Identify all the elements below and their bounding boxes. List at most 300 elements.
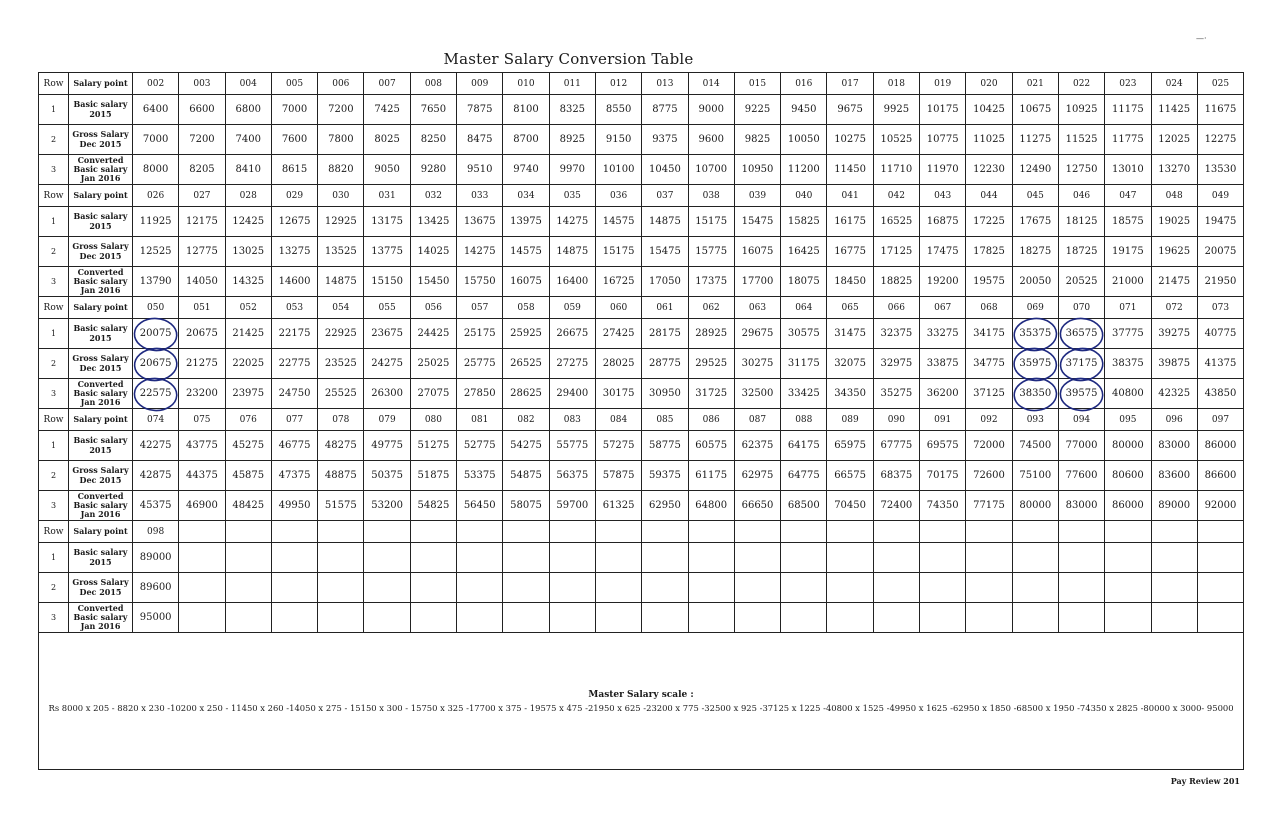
salary-value-cell: 7425 bbox=[364, 95, 410, 125]
salary-value-cell: 35275 bbox=[873, 379, 919, 409]
page-title: Master Salary Conversion Table bbox=[443, 50, 694, 68]
salary-value-cell: 21425 bbox=[225, 319, 271, 349]
salary-scale-row bbox=[39, 633, 1244, 770]
salary-value-cell: 14875 bbox=[642, 207, 688, 237]
salary-value-cell: 11450 bbox=[827, 155, 873, 185]
salary-value-cell: 44375 bbox=[179, 461, 225, 491]
salary-value-cell: 12775 bbox=[179, 237, 225, 267]
salary-value-cell: 13530 bbox=[1197, 155, 1243, 185]
empty-cell bbox=[595, 543, 641, 573]
salary-point-cell: 036 bbox=[595, 185, 641, 207]
salary-value-cell: 12925 bbox=[318, 207, 364, 237]
salary-value-cell: 37175 bbox=[1058, 349, 1104, 379]
salary-point-cell: 002 bbox=[133, 73, 179, 95]
empty-cell bbox=[179, 603, 225, 633]
salary-value-cell: 13270 bbox=[1151, 155, 1197, 185]
table-row bbox=[39, 237, 1244, 267]
salary-value-cell: 18075 bbox=[781, 267, 827, 297]
salary-point-cell: 057 bbox=[457, 297, 503, 319]
salary-value-cell: 12275 bbox=[1197, 125, 1243, 155]
salary-scale-cell bbox=[39, 633, 1244, 770]
table-row bbox=[39, 125, 1244, 155]
salary-value-cell: 6400 bbox=[133, 95, 179, 125]
salary-value-cell: 8550 bbox=[595, 95, 641, 125]
salary-point-cell: 063 bbox=[734, 297, 780, 319]
salary-value-cell: 34175 bbox=[966, 319, 1012, 349]
empty-cell bbox=[1105, 543, 1151, 573]
salary-value-cell: 9925 bbox=[873, 95, 919, 125]
salary-value-cell: 21475 bbox=[1151, 267, 1197, 297]
salary-value-cell: 10700 bbox=[688, 155, 734, 185]
row-number: 3 bbox=[39, 491, 69, 521]
salary-value-cell: 19200 bbox=[920, 267, 966, 297]
salary-value-cell: 19475 bbox=[1197, 207, 1243, 237]
salary-value-cell: 9150 bbox=[595, 125, 641, 155]
salary-value-cell: 64800 bbox=[688, 491, 734, 521]
salary-type-label: Basic salary 2015 bbox=[69, 95, 133, 125]
salary-point-cell: 006 bbox=[318, 73, 364, 95]
empty-cell bbox=[827, 603, 873, 633]
salary-point-cell: 085 bbox=[642, 409, 688, 431]
empty-cell bbox=[1058, 603, 1104, 633]
empty-cell bbox=[364, 521, 410, 543]
salary-value-cell: 42875 bbox=[133, 461, 179, 491]
salary-value-cell: 80000 bbox=[1012, 491, 1058, 521]
salary-point-cell: 066 bbox=[873, 297, 919, 319]
salary-point-cell: 016 bbox=[781, 73, 827, 95]
salary-point-label: Salary point bbox=[69, 521, 133, 543]
salary-value-cell: 10425 bbox=[966, 95, 1012, 125]
salary-value-cell: 25925 bbox=[503, 319, 549, 349]
salary-point-cell: 040 bbox=[781, 185, 827, 207]
empty-cell bbox=[1012, 543, 1058, 573]
salary-value-cell: 19575 bbox=[966, 267, 1012, 297]
salary-value-cell: 19625 bbox=[1151, 237, 1197, 267]
salary-point-cell: 097 bbox=[1197, 409, 1243, 431]
salary-value-cell: 7600 bbox=[271, 125, 317, 155]
salary-value-cell: 13175 bbox=[364, 207, 410, 237]
salary-value-cell: 26675 bbox=[549, 319, 595, 349]
empty-cell bbox=[734, 573, 780, 603]
salary-value-cell: 13275 bbox=[271, 237, 317, 267]
salary-value-cell: 12175 bbox=[179, 207, 225, 237]
empty-cell bbox=[595, 603, 641, 633]
salary-point-cell: 024 bbox=[1151, 73, 1197, 95]
salary-point-cell: 045 bbox=[1012, 185, 1058, 207]
salary-point-cell: 092 bbox=[966, 409, 1012, 431]
empty-cell bbox=[966, 521, 1012, 543]
empty-cell bbox=[1012, 521, 1058, 543]
salary-value-cell: 32375 bbox=[873, 319, 919, 349]
salary-value-cell: 7650 bbox=[410, 95, 456, 125]
salary-value-cell: 59700 bbox=[549, 491, 595, 521]
salary-point-cell: 003 bbox=[179, 73, 225, 95]
salary-value-cell: 62975 bbox=[734, 461, 780, 491]
salary-value-cell: 7200 bbox=[179, 125, 225, 155]
salary-type-label: Gross Salary Dec 2015 bbox=[69, 237, 133, 267]
salary-value-cell: 8820 bbox=[318, 155, 364, 185]
table-row bbox=[39, 491, 1244, 521]
salary-value-cell: 15175 bbox=[688, 207, 734, 237]
empty-cell bbox=[1197, 543, 1243, 573]
empty-cell bbox=[549, 543, 595, 573]
salary-value-cell: 14275 bbox=[457, 237, 503, 267]
salary-value-cell: 15750 bbox=[457, 267, 503, 297]
empty-cell bbox=[781, 603, 827, 633]
empty-cell bbox=[318, 603, 364, 633]
salary-value-cell: 89000 bbox=[1151, 491, 1197, 521]
salary-value-cell: 9510 bbox=[457, 155, 503, 185]
salary-value-cell: 20675 bbox=[179, 319, 225, 349]
empty-cell bbox=[179, 521, 225, 543]
empty-cell bbox=[1058, 543, 1104, 573]
table-row bbox=[39, 431, 1244, 461]
salary-point-cell: 008 bbox=[410, 73, 456, 95]
empty-cell bbox=[734, 603, 780, 633]
salary-point-cell: 089 bbox=[827, 409, 873, 431]
salary-value-cell: 35975 bbox=[1012, 349, 1058, 379]
salary-value-cell: 18125 bbox=[1058, 207, 1104, 237]
row-header: Row bbox=[39, 73, 69, 95]
salary-point-cell: 019 bbox=[920, 73, 966, 95]
empty-cell bbox=[364, 603, 410, 633]
salary-value-cell: 39875 bbox=[1151, 349, 1197, 379]
salary-value-cell: 45275 bbox=[225, 431, 271, 461]
salary-point-cell: 094 bbox=[1058, 409, 1104, 431]
salary-value-cell: 22925 bbox=[318, 319, 364, 349]
empty-cell bbox=[318, 573, 364, 603]
salary-point-cell: 046 bbox=[1058, 185, 1104, 207]
salary-value-cell: 17050 bbox=[642, 267, 688, 297]
salary-value-cell: 24425 bbox=[410, 319, 456, 349]
salary-value-cell: 56450 bbox=[457, 491, 503, 521]
salary-value-cell: 20075 bbox=[1197, 237, 1243, 267]
salary-point-cell: 015 bbox=[734, 73, 780, 95]
empty-cell bbox=[873, 573, 919, 603]
salary-value-cell: 15450 bbox=[410, 267, 456, 297]
salary-value-cell: 66575 bbox=[827, 461, 873, 491]
salary-value-cell: 33425 bbox=[781, 379, 827, 409]
salary-point-cell: 014 bbox=[688, 73, 734, 95]
salary-point-cell: 051 bbox=[179, 297, 225, 319]
salary-point-cell: 013 bbox=[642, 73, 688, 95]
salary-value-cell: 18725 bbox=[1058, 237, 1104, 267]
salary-value-cell: 8325 bbox=[549, 95, 595, 125]
salary-value-cell: 31475 bbox=[827, 319, 873, 349]
salary-value-cell: 18275 bbox=[1012, 237, 1058, 267]
salary-point-cell: 087 bbox=[734, 409, 780, 431]
empty-cell bbox=[781, 521, 827, 543]
salary-value-cell: 8615 bbox=[271, 155, 317, 185]
salary-value-cell: 21000 bbox=[1105, 267, 1151, 297]
salary-value-cell: 83600 bbox=[1151, 461, 1197, 491]
table-row bbox=[39, 379, 1244, 409]
empty-cell bbox=[179, 573, 225, 603]
salary-value-cell: 27425 bbox=[595, 319, 641, 349]
salary-value-cell: 89000 bbox=[133, 543, 179, 573]
salary-point-cell: 082 bbox=[503, 409, 549, 431]
salary-point-cell: 060 bbox=[595, 297, 641, 319]
empty-cell bbox=[410, 603, 456, 633]
salary-point-cell: 093 bbox=[1012, 409, 1058, 431]
salary-point-cell: 029 bbox=[271, 185, 317, 207]
salary-value-cell: 29400 bbox=[549, 379, 595, 409]
salary-value-cell: 15825 bbox=[781, 207, 827, 237]
salary-value-cell: 20075 bbox=[133, 319, 179, 349]
salary-point-cell: 078 bbox=[318, 409, 364, 431]
salary-value-cell: 69575 bbox=[920, 431, 966, 461]
salary-point-cell: 091 bbox=[920, 409, 966, 431]
salary-type-label: Converted Basic salary Jan 2016 bbox=[69, 379, 133, 409]
salary-value-cell: 53375 bbox=[457, 461, 503, 491]
salary-value-cell: 40800 bbox=[1105, 379, 1151, 409]
salary-type-label: Basic salary 2015 bbox=[69, 431, 133, 461]
salary-value-cell: 12675 bbox=[271, 207, 317, 237]
salary-value-cell: 14600 bbox=[271, 267, 317, 297]
salary-value-cell: 32500 bbox=[734, 379, 780, 409]
empty-cell bbox=[642, 603, 688, 633]
empty-cell bbox=[1058, 573, 1104, 603]
salary-value-cell: 57875 bbox=[595, 461, 641, 491]
salary-point-cell: 038 bbox=[688, 185, 734, 207]
salary-value-cell: 22025 bbox=[225, 349, 271, 379]
salary-value-cell: 30175 bbox=[595, 379, 641, 409]
salary-value-cell: 28175 bbox=[642, 319, 688, 349]
salary-value-cell: 7875 bbox=[457, 95, 503, 125]
salary-value-cell: 17375 bbox=[688, 267, 734, 297]
salary-value-cell: 12230 bbox=[966, 155, 1012, 185]
salary-value-cell: 14325 bbox=[225, 267, 271, 297]
salary-value-cell: 45875 bbox=[225, 461, 271, 491]
salary-point-label: Salary point bbox=[69, 409, 133, 431]
salary-point-cell: 020 bbox=[966, 73, 1012, 95]
salary-value-cell: 9600 bbox=[688, 125, 734, 155]
salary-value-cell: 37775 bbox=[1105, 319, 1151, 349]
empty-cell bbox=[920, 603, 966, 633]
salary-point-cell: 072 bbox=[1151, 297, 1197, 319]
salary-value-cell: 86600 bbox=[1197, 461, 1243, 491]
salary-value-cell: 23525 bbox=[318, 349, 364, 379]
empty-cell bbox=[688, 543, 734, 573]
salary-value-cell: 50375 bbox=[364, 461, 410, 491]
salary-value-cell: 8000 bbox=[133, 155, 179, 185]
salary-point-cell: 058 bbox=[503, 297, 549, 319]
empty-cell bbox=[920, 543, 966, 573]
salary-value-cell: 46775 bbox=[271, 431, 317, 461]
empty-cell bbox=[966, 603, 1012, 633]
empty-cell bbox=[966, 573, 1012, 603]
row-number: 1 bbox=[39, 207, 69, 237]
salary-value-cell: 36575 bbox=[1058, 319, 1104, 349]
salary-point-cell: 010 bbox=[503, 73, 549, 95]
salary-value-cell: 9970 bbox=[549, 155, 595, 185]
salary-point-cell: 050 bbox=[133, 297, 179, 319]
salary-value-cell: 83000 bbox=[1151, 431, 1197, 461]
salary-value-cell: 8205 bbox=[179, 155, 225, 185]
salary-point-cell: 081 bbox=[457, 409, 503, 431]
empty-cell bbox=[920, 521, 966, 543]
salary-value-cell: 51575 bbox=[318, 491, 364, 521]
salary-value-cell: 14875 bbox=[318, 267, 364, 297]
salary-value-cell: 9000 bbox=[688, 95, 734, 125]
salary-point-cell: 047 bbox=[1105, 185, 1151, 207]
salary-value-cell: 70450 bbox=[827, 491, 873, 521]
salary-value-cell: 18575 bbox=[1105, 207, 1151, 237]
empty-cell bbox=[827, 543, 873, 573]
salary-scale-text: Rs 8000 x 205 - 8820 x 230 -10200 x 250 - 11450 x 260 -14050 x 275 - 15150 x 300 - 15750 x 325 -17700 x 375 - 19575 x 475 -21950 x 625 -23200 x 775 -32500 x 925 -37125 x 1225 -40800 x 1525 -49950 x 1625 -62950 x 1850 -68500 x 1950 -74350 x 2825 -80000 x 3000- 95000 bbox=[48, 702, 1234, 713]
row-number: 2 bbox=[39, 573, 69, 603]
salary-value-cell: 12025 bbox=[1151, 125, 1197, 155]
salary-value-cell: 10275 bbox=[827, 125, 873, 155]
salary-value-cell: 83000 bbox=[1058, 491, 1104, 521]
salary-value-cell: 49775 bbox=[364, 431, 410, 461]
salary-value-cell: 67775 bbox=[873, 431, 919, 461]
salary-value-cell: 13425 bbox=[410, 207, 456, 237]
salary-point-cell: 088 bbox=[781, 409, 827, 431]
salary-point-cell: 083 bbox=[549, 409, 595, 431]
salary-value-cell: 77000 bbox=[1058, 431, 1104, 461]
salary-value-cell: 34775 bbox=[966, 349, 1012, 379]
salary-value-cell: 13675 bbox=[457, 207, 503, 237]
empty-cell bbox=[225, 521, 271, 543]
empty-cell bbox=[318, 521, 364, 543]
salary-value-cell: 27075 bbox=[410, 379, 456, 409]
salary-point-cell: 033 bbox=[457, 185, 503, 207]
salary-value-cell: 8100 bbox=[503, 95, 549, 125]
empty-cell bbox=[503, 521, 549, 543]
salary-value-cell: 12750 bbox=[1058, 155, 1104, 185]
empty-cell bbox=[225, 543, 271, 573]
salary-point-cell: 041 bbox=[827, 185, 873, 207]
empty-cell bbox=[920, 573, 966, 603]
salary-value-cell: 15150 bbox=[364, 267, 410, 297]
salary-value-cell: 16075 bbox=[503, 267, 549, 297]
salary-value-cell: 33875 bbox=[920, 349, 966, 379]
empty-cell bbox=[734, 521, 780, 543]
salary-point-cell: 076 bbox=[225, 409, 271, 431]
salary-value-cell: 7200 bbox=[318, 95, 364, 125]
salary-type-label: Basic salary 2015 bbox=[69, 319, 133, 349]
empty-cell bbox=[642, 543, 688, 573]
salary-value-cell: 23200 bbox=[179, 379, 225, 409]
salary-value-cell: 38350 bbox=[1012, 379, 1058, 409]
salary-value-cell: 51875 bbox=[410, 461, 456, 491]
salary-value-cell: 17825 bbox=[966, 237, 1012, 267]
salary-value-cell: 74500 bbox=[1012, 431, 1058, 461]
salary-value-cell: 10525 bbox=[873, 125, 919, 155]
table-row bbox=[39, 155, 1244, 185]
salary-value-cell: 21950 bbox=[1197, 267, 1243, 297]
salary-value-cell: 75100 bbox=[1012, 461, 1058, 491]
salary-value-cell: 15775 bbox=[688, 237, 734, 267]
empty-cell bbox=[642, 521, 688, 543]
salary-point-cell: 062 bbox=[688, 297, 734, 319]
salary-value-cell: 26300 bbox=[364, 379, 410, 409]
salary-value-cell: 20050 bbox=[1012, 267, 1058, 297]
empty-cell bbox=[1151, 521, 1197, 543]
salary-value-cell: 9740 bbox=[503, 155, 549, 185]
salary-value-cell: 14275 bbox=[549, 207, 595, 237]
salary-value-cell: 10950 bbox=[734, 155, 780, 185]
empty-cell bbox=[1105, 521, 1151, 543]
salary-value-cell: 13790 bbox=[133, 267, 179, 297]
salary-value-cell: 43850 bbox=[1197, 379, 1243, 409]
salary-point-cell: 007 bbox=[364, 73, 410, 95]
salary-value-cell: 28775 bbox=[642, 349, 688, 379]
row-number: 1 bbox=[39, 95, 69, 125]
empty-cell bbox=[503, 543, 549, 573]
empty-cell bbox=[1151, 603, 1197, 633]
salary-value-cell: 54825 bbox=[410, 491, 456, 521]
salary-value-cell: 68500 bbox=[781, 491, 827, 521]
empty-cell bbox=[688, 573, 734, 603]
salary-value-cell: 34350 bbox=[827, 379, 873, 409]
salary-value-cell: 25525 bbox=[318, 379, 364, 409]
empty-cell bbox=[781, 573, 827, 603]
empty-cell bbox=[688, 603, 734, 633]
salary-point-cell: 077 bbox=[271, 409, 317, 431]
salary-value-cell: 12525 bbox=[133, 237, 179, 267]
salary-point-cell: 086 bbox=[688, 409, 734, 431]
salary-point-cell: 073 bbox=[1197, 297, 1243, 319]
salary-type-label: Basic salary 2015 bbox=[69, 207, 133, 237]
salary-type-label: Converted Basic salary Jan 2016 bbox=[69, 155, 133, 185]
empty-cell bbox=[549, 603, 595, 633]
salary-value-cell: 40775 bbox=[1197, 319, 1243, 349]
salary-value-cell: 89600 bbox=[133, 573, 179, 603]
salary-type-label: Gross Salary Dec 2015 bbox=[69, 125, 133, 155]
salary-point-header-row bbox=[39, 409, 1244, 431]
salary-point-cell: 048 bbox=[1151, 185, 1197, 207]
salary-value-cell: 13010 bbox=[1105, 155, 1151, 185]
salary-value-cell: 19025 bbox=[1151, 207, 1197, 237]
empty-cell bbox=[595, 521, 641, 543]
salary-value-cell: 65975 bbox=[827, 431, 873, 461]
salary-value-cell: 53200 bbox=[364, 491, 410, 521]
salary-value-cell: 25175 bbox=[457, 319, 503, 349]
salary-value-cell: 12425 bbox=[225, 207, 271, 237]
salary-value-cell: 60575 bbox=[688, 431, 734, 461]
empty-cell bbox=[457, 521, 503, 543]
salary-value-cell: 10100 bbox=[595, 155, 641, 185]
empty-cell bbox=[1105, 573, 1151, 603]
salary-value-cell: 11710 bbox=[873, 155, 919, 185]
salary-value-cell: 80600 bbox=[1105, 461, 1151, 491]
empty-cell bbox=[734, 543, 780, 573]
table-row bbox=[39, 207, 1244, 237]
table-row bbox=[39, 349, 1244, 379]
empty-cell bbox=[364, 543, 410, 573]
row-header: Row bbox=[39, 185, 69, 207]
salary-point-cell: 053 bbox=[271, 297, 317, 319]
salary-point-cell: 021 bbox=[1012, 73, 1058, 95]
salary-point-cell: 011 bbox=[549, 73, 595, 95]
empty-cell bbox=[873, 603, 919, 633]
salary-value-cell: 28025 bbox=[595, 349, 641, 379]
salary-value-cell: 11775 bbox=[1105, 125, 1151, 155]
empty-cell bbox=[688, 521, 734, 543]
salary-value-cell: 54275 bbox=[503, 431, 549, 461]
empty-cell bbox=[457, 603, 503, 633]
salary-point-cell: 054 bbox=[318, 297, 364, 319]
salary-value-cell: 22775 bbox=[271, 349, 317, 379]
salary-value-cell: 31725 bbox=[688, 379, 734, 409]
salary-value-cell: 22575 bbox=[133, 379, 179, 409]
salary-value-cell: 17125 bbox=[873, 237, 919, 267]
salary-point-cell: 022 bbox=[1058, 73, 1104, 95]
salary-value-cell: 10775 bbox=[920, 125, 966, 155]
row-number: 2 bbox=[39, 461, 69, 491]
